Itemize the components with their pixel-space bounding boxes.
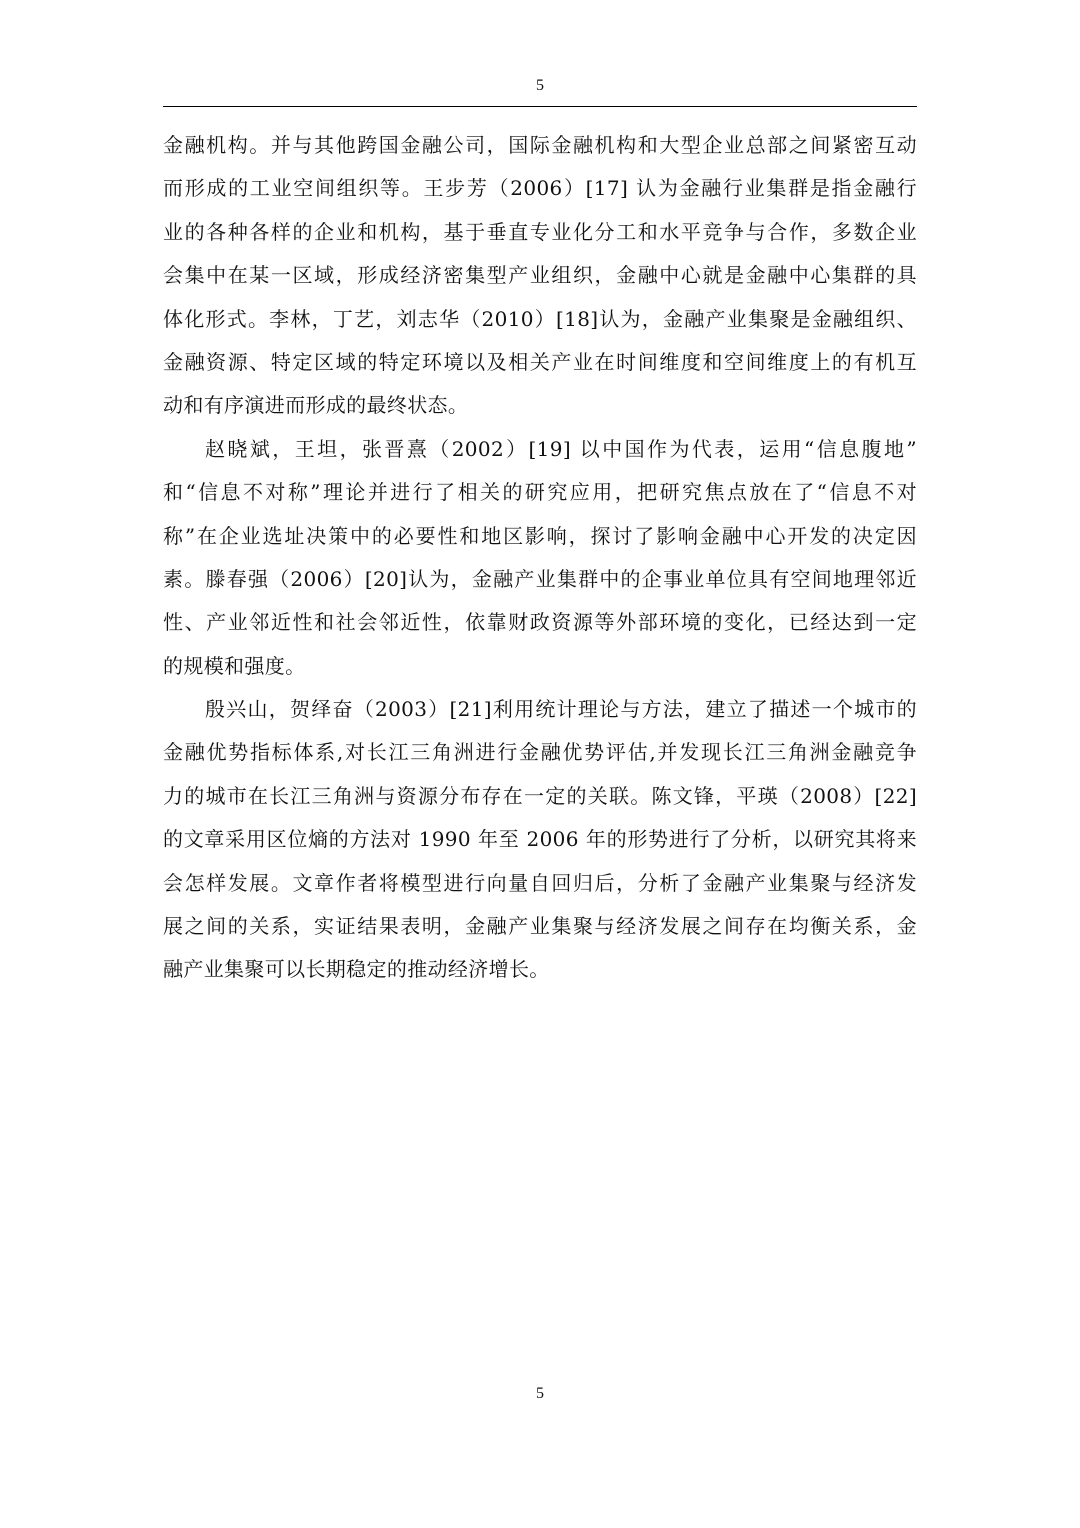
text-line: 体化形式。李林，丁艺，刘志华（2010）[18]认为，金融产业集聚是金融组织、 [163, 306, 917, 331]
text-line: 的规模和强度。 [163, 653, 306, 678]
text-line: 力的城市在长江三角洲与资源分布存在一定的关联。陈文锋，平瑛（2008）[22] [163, 783, 917, 808]
text-line: 金融资源、特定区域的特定环境以及相关产业在时间维度和空间维度上的有机互 [163, 349, 917, 374]
header-rule [163, 106, 917, 107]
paragraph-1 [163, 124, 917, 428]
text-line: 而形成的工业空间组织等。王步芳（2006）[17] 认为金融行业集群是指金融行 [163, 176, 917, 201]
body-text [163, 124, 917, 992]
text-line: 会集中在某一区域，形成经济密集型产业组织，金融中心就是金融中心集群的具 [163, 263, 917, 288]
text-line: 和“信息不对称”理论并进行了相关的研究应用，把研究焦点放在了“信息不对 [163, 480, 917, 505]
text-line: 殷兴山，贺绎奋（2003）[21]利用统计理论与方法，建立了描述一个城市的 [205, 697, 917, 722]
text-line: 称”在企业选址决策中的必要性和地区影响，探讨了影响金融中心开发的决定因 [163, 523, 917, 548]
text-line: 金融优势指标体系,对长江三角洲进行金融优势评估,并发现长江三角洲金融竞争 [163, 740, 917, 765]
text-line: 融产业集聚可以长期稳定的推动经济增长。 [163, 957, 550, 982]
text-line: 的文章采用区位熵的方法对 1990 年至 2006 年的形势进行了分析，以研究其将来 [163, 827, 917, 852]
footer-page-number: 5 [536, 1385, 544, 1402]
text-line: 金融机构。并与其他跨国金融公司，国际金融机构和大型企业总部之间紧密互动 [163, 133, 917, 157]
text-line: 性、产业邻近性和社会邻近性，依靠财政资源等外部环境的变化，已经达到一定 [163, 610, 917, 635]
text-line: 素。滕春强（2006）[20]认为，金融产业集群中的企事业单位具有空间地理邻近 [163, 566, 917, 591]
paragraph-2 [163, 428, 917, 688]
text-line: 赵晓斌，王坦，张晋熹（2002）[19] 以中国作为代表，运用“信息腹地” [205, 436, 917, 461]
header-page-number: 5 [536, 77, 544, 94]
text-line: 动和有序演进而形成的最终状态。 [163, 393, 469, 418]
text-line: 会怎样发展。文章作者将模型进行向量自回归后，分析了金融产业集聚与经济发 [163, 870, 917, 895]
paragraph-3 [163, 688, 917, 992]
text-line: 业的各种各样的企业和机构，基于垂直专业化分工和水平竞争与合作，多数企业 [163, 219, 917, 244]
text-line: 展之间的关系，实证结果表明，金融产业集聚与经济发展之间存在均衡关系，金 [163, 914, 917, 939]
